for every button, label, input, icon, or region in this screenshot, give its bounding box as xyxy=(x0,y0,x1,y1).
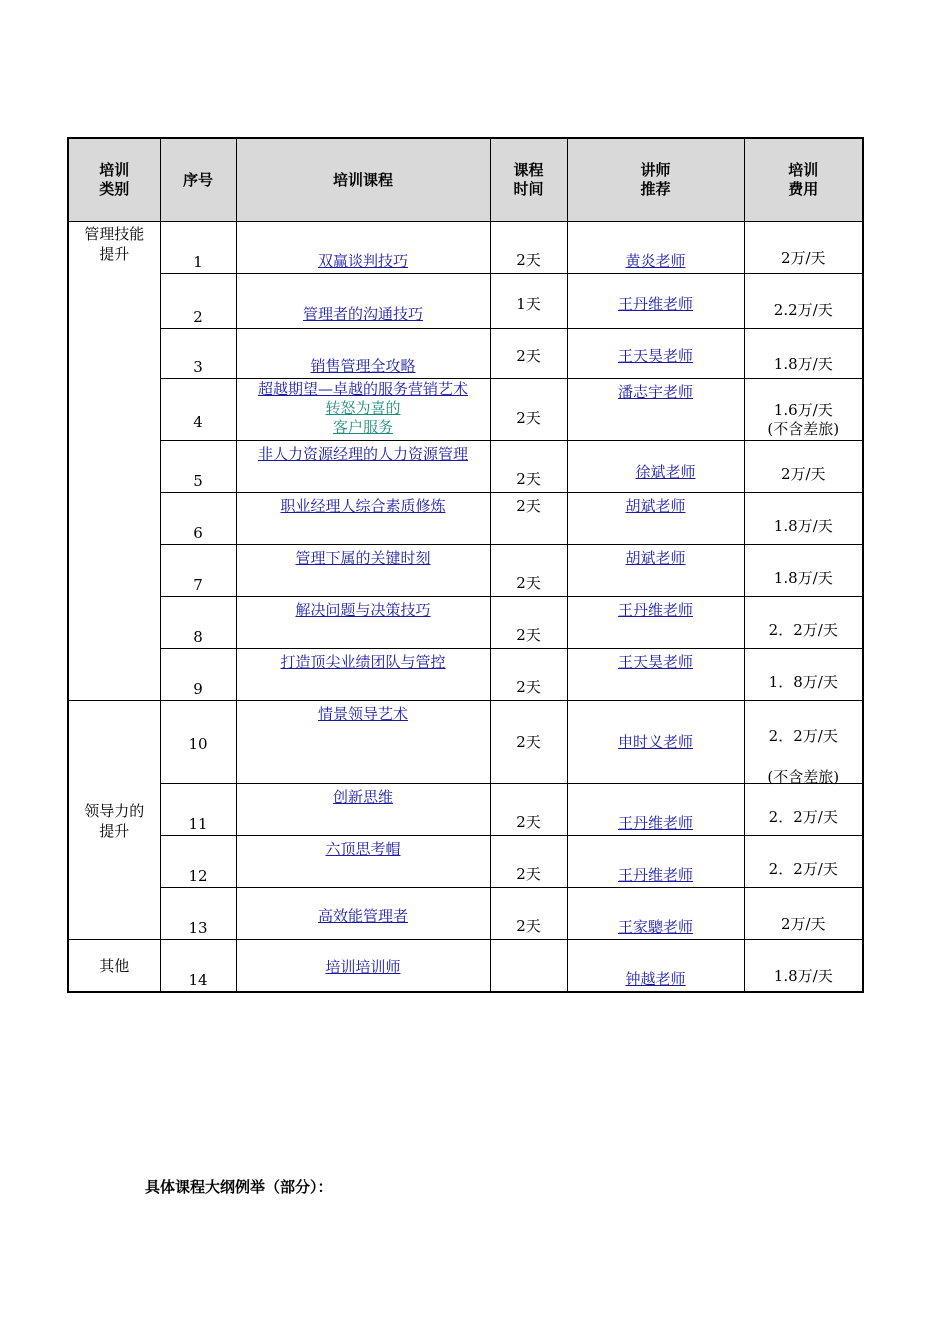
course-time: 2天 xyxy=(516,733,541,751)
course-fee: 2万/天 xyxy=(780,249,826,267)
course-fee: 2．2万/天 xyxy=(768,860,838,878)
table-row xyxy=(68,940,863,993)
row-no: 10 xyxy=(188,735,208,753)
teacher-link[interactable]: 钟越老师 xyxy=(625,970,686,988)
row-no: 3 xyxy=(193,358,203,376)
row-no: 13 xyxy=(188,919,208,937)
table-row xyxy=(68,545,863,597)
table-row xyxy=(68,329,863,379)
header-no: 序号 xyxy=(160,138,236,222)
outline-heading: 具体课程大纲例举（部分）： xyxy=(145,1178,333,1196)
teacher-link[interactable]: 徐斌老师 xyxy=(635,463,696,481)
course-link[interactable]: 解决问题与决策技巧 xyxy=(295,601,431,619)
course-link[interactable]: 管理下属的关键时刻 xyxy=(295,549,431,567)
course-fee: 2万/天 xyxy=(780,915,826,933)
course-link[interactable]: 销售管理全攻略 xyxy=(310,357,416,375)
course-time: 2天 xyxy=(516,917,541,935)
course-fee: 1.8万/天 xyxy=(773,355,833,373)
course-link[interactable]: 打造顶尖业绩团队与管控 xyxy=(280,653,446,671)
course-time: 2天 xyxy=(516,626,541,644)
course-link[interactable]: 管理者的沟通技巧 xyxy=(302,305,423,323)
teacher-link[interactable]: 王天昊老师 xyxy=(617,347,693,365)
course-fee: 1.8万/天 xyxy=(773,517,833,535)
course-link[interactable]: 超越期望—卓越的服务营销艺术 xyxy=(257,380,468,398)
teacher-link[interactable]: 王丹维老师 xyxy=(617,814,693,832)
course-fee: 2万/天 xyxy=(780,465,826,483)
course-link[interactable]: 培训培训师 xyxy=(325,958,401,976)
row-no: 6 xyxy=(193,524,203,542)
row-no: 12 xyxy=(188,867,208,885)
course-fee: 1.8万/天 xyxy=(773,967,833,985)
table-row xyxy=(68,597,863,649)
course-time: 1天 xyxy=(516,295,541,313)
teacher-link[interactable]: 王天昊老师 xyxy=(617,653,693,671)
course-fee: 2.2万/天 xyxy=(773,301,833,319)
table-row xyxy=(68,888,863,940)
header-row xyxy=(68,138,863,222)
teacher-link[interactable]: 潘志宇老师 xyxy=(617,383,693,401)
row-no: 8 xyxy=(193,628,203,646)
category-lead: 领导力的 提升 xyxy=(68,701,160,940)
table-row xyxy=(68,784,863,836)
row-no: 11 xyxy=(188,815,208,833)
teacher-link[interactable]: 申时义老师 xyxy=(617,733,693,751)
header-time: 课程 时间 xyxy=(490,138,567,222)
course-time: 2天 xyxy=(516,497,541,515)
course-link-sub[interactable]: 转怒为喜的 xyxy=(325,399,401,417)
row-no: 4 xyxy=(193,413,203,431)
course-time: 2天 xyxy=(516,813,541,831)
course-link[interactable]: 创新思维 xyxy=(332,788,393,806)
row-no: 5 xyxy=(193,472,203,490)
row-no: 9 xyxy=(193,680,203,698)
row-no: 7 xyxy=(193,576,203,594)
teacher-link[interactable]: 胡斌老师 xyxy=(625,497,686,515)
fee-note: (不含差旅) xyxy=(767,420,840,438)
course-time: 2天 xyxy=(516,574,541,592)
teacher-link[interactable]: 王丹维老师 xyxy=(617,295,693,313)
teacher-link[interactable]: 王家驄老师 xyxy=(617,918,693,936)
teacher-link[interactable]: 胡斌老师 xyxy=(625,549,686,567)
table-row xyxy=(68,493,863,545)
table-row xyxy=(68,274,863,329)
category-mgmt: 管理技能 提升 xyxy=(68,222,160,701)
course-link[interactable]: 六顶思考帽 xyxy=(325,840,401,858)
row-no: 1 xyxy=(193,253,203,271)
teacher-link[interactable]: 王丹维老师 xyxy=(617,601,693,619)
table-row xyxy=(68,379,863,441)
course-fee: 1.6万/天 xyxy=(773,401,833,419)
table-row xyxy=(68,441,863,493)
header-course: 培训课程 xyxy=(236,138,490,222)
course-time: 2天 xyxy=(516,865,541,883)
course-fee: 2．2万/天 xyxy=(768,808,838,826)
course-time: 2天 xyxy=(516,678,541,696)
table-row xyxy=(68,701,863,784)
course-link[interactable]: 高效能管理者 xyxy=(317,907,408,925)
header-category: 培训 类别 xyxy=(68,138,160,222)
course-time: 2天 xyxy=(516,347,541,365)
course-fee: 2．2万/天 xyxy=(768,621,838,639)
course-fee: 1．8万/天 xyxy=(768,673,838,691)
course-link[interactable]: 双赢谈判技巧 xyxy=(317,252,408,270)
course-link[interactable]: 情景领导艺术 xyxy=(317,705,408,723)
row-no: 14 xyxy=(188,971,208,989)
course-fee: 1.8万/天 xyxy=(773,569,833,587)
course-link[interactable]: 非人力资源经理的人力资源管理 xyxy=(257,445,468,463)
header-teacher: 讲师 推荐 xyxy=(567,138,744,222)
row-no: 2 xyxy=(193,308,203,326)
training-course-table xyxy=(67,137,864,993)
category-other: 其他 xyxy=(68,940,160,993)
teacher-link[interactable]: 黄炎老师 xyxy=(625,252,686,270)
course-link-sub[interactable]: 客户服务 xyxy=(332,418,393,436)
course-time: 2天 xyxy=(516,470,541,488)
teacher-link[interactable]: 王丹维老师 xyxy=(617,866,693,884)
course-fee: 2．2万/天 xyxy=(768,727,838,745)
fee-note: (不含差旅) xyxy=(767,768,840,786)
table-row xyxy=(68,836,863,888)
header-fee: 培训 费用 xyxy=(744,138,863,222)
table-row xyxy=(68,222,863,274)
course-time: 2天 xyxy=(516,409,541,427)
course-time: 2天 xyxy=(516,251,541,269)
table-row xyxy=(68,649,863,701)
course-link[interactable]: 职业经理人综合素质修炼 xyxy=(280,497,446,515)
